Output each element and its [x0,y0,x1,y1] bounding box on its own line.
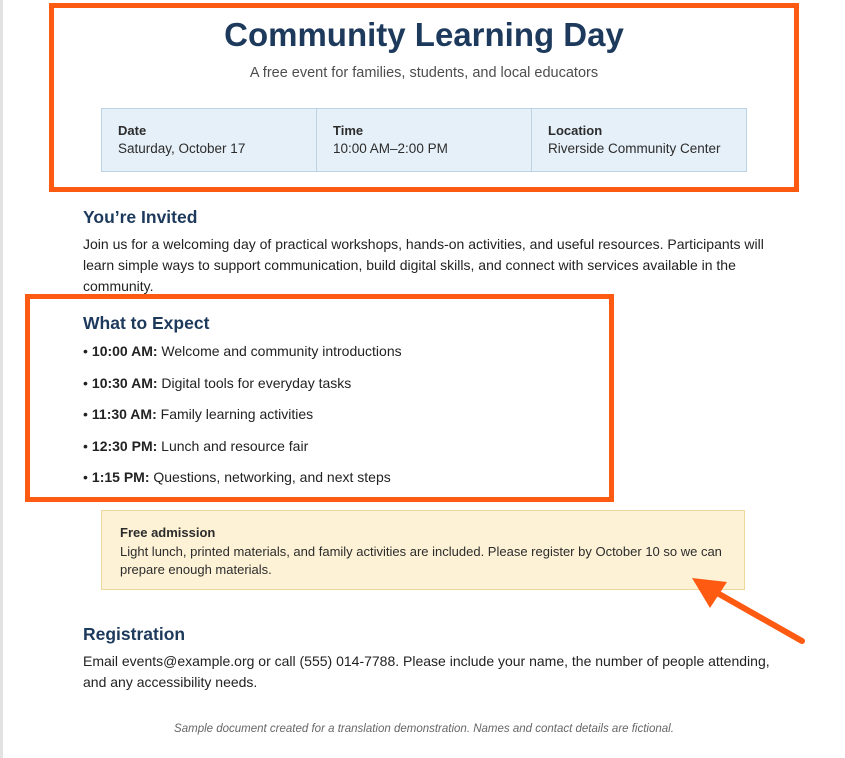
page-title: Community Learning Day [224,16,624,53]
schedule-activity: Digital tools for everyday tasks [161,374,352,391]
registration-heading: Registration [83,624,186,644]
header-highlight-box [49,3,799,192]
bullet: • [83,374,88,391]
schedule-activity: Lunch and resource fair [161,437,309,454]
page-edge [0,0,3,758]
invite-paragraph: Join us for a welcoming day of practical workshops, hands-on activities, and useful resources. Participants will learn simple ways to support communication, build digital skills, and connect with services available in the community. [83,236,764,294]
schedule-time: 10:30 AM: [91,374,158,391]
location-label: Location [548,123,603,138]
schedule-highlight-box [25,294,614,502]
notice-title: Free admission [120,525,216,540]
invite-heading: You’re Invited [83,207,198,227]
footnote: Sample document created for a translation demonstration. Names and contact details are fictional. [174,723,674,735]
schedule-time: 12:30 PM: [91,437,158,454]
bullet: • [83,343,88,359]
page-subtitle: A free event for families, students, and local educators [249,65,599,81]
date-label: Date [118,123,147,138]
bullet: • [83,437,88,454]
registration-paragraph: Email events@example.org or call (555) 014-7788. Please include your name, the number of people attending, and any accessibility needs. [83,653,770,690]
schedule-time: 1:15 PM: [91,469,150,485]
schedule-activity: Welcome and community introductions [161,343,402,359]
arrow-icon [680,570,810,650]
schedule-time: 11:30 AM: [91,406,157,422]
free-admission-notice [101,510,745,590]
bullet: • [83,469,88,485]
notice-text: Light lunch, printed materials, and family activities are included. Please register by October 10 so we can prepare enough materials. [120,544,722,577]
schedule-heading: What to Expect [83,313,210,333]
schedule-time: 10:00 AM: [91,343,158,359]
time-label: Time [333,123,364,138]
location-value: Riverside Community Center [548,141,721,156]
date-value: Saturday, October 17 [118,141,246,156]
schedule-activity: Questions, networking, and next steps [153,469,391,485]
time-value: 10:00 AM–2:00 PM [333,141,448,156]
schedule-activity: Family learning activities [160,406,314,422]
bullet: • [83,406,88,422]
